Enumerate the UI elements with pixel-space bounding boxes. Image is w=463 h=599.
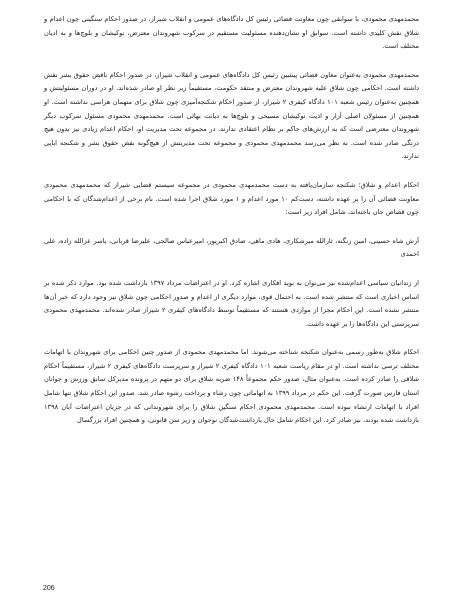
- paragraph-names-list: آرش شاه حسینی، امین زنگنه، ثارالله میرشکاری، هادی ماهی، صادق اکبرپور، امیرعباس صالحی، علیرضا قربانی، یاسر عزالله زاده، علی احمدی: [44, 236, 419, 259]
- paragraph-political-prisoners: از زندانیان سیاسی اعدام‌شده نیز می‌توان به نوید افکاری اشاره کرد. او در اعتراضات مرداد ۱۳۹۷ بازداشت شده بود. موارد ذکر شده بر اساس اخباری است که منتشر شده است. به احتمال قوی، موارد دیگری از اعدام و صدور احکامی چون شلاق نیز وجود دارد که خبر آن‌ها منتشر نشده است. این احکام مجزا از مواردی هستند که مستقیماً توسط دادگاه‌های کیفری ۲ شیراز صادر شده‌اند. محمدمهدی محمودی سرپرستی این دادگاه‌ها را بر عهده داشت.: [44, 278, 420, 328]
- paragraph-flogging-sentences: احکام شلاق به‌طور رسمی به‌عنوان شکنجه شناخته می‌شوند. اما محمدمهدی محمودی از صدور چنین احکامی برای شهروندان با اتهامات مختلف ترسی نداشته است. او در مقام ریاست شعبه ۱۰۱ دادگاه کیفری ۲ شیراز و سرپرست دادگاه‌های کیفری ۲ شیراز، مستقیماً احکام شلاقی را صادر کرده است. به‌عنوان مثال، صدور حکم مجموعاً ۱۴۸ ضربه شلاق برای دو متهم در پرونده مدیرکل سابق ورزش و جوانان استان فارس صورت گرفت. این حکم در مرداد ۱۳۹۹ به اتهاماتی چون رشاء و پرداخت رشوه صادر شد. صدور این احکام شلاق تنها شامل افراد با اتهامات ارتشاء نبوده است. محمدمهدی محمودی احکام سنگین شلاق را برای شهروندانی که در جریان اعتراضات آبان ۱۳۹۸ بازداشت شده بودند، نیز صادر کرد. این احکام شامل حال بازداشت‌شدگان نوجوان و زیر سن قانونی، و همچنین افراد بزرگسال: [44, 348, 420, 425]
- paragraph-executions-heading: احکام اعدام و شلاق؛ شکنجه سازمان‌یافته به دست محمدمهدی محمودی در مجموعه سیستم قضایی شیراز که محمدمهدی محمودی معاونت قضائی آن را بر عهده داشته، دست‌کم ۱۰ مورد اعدام و ۱ مورد شلاق اجرا شده است. نام برخی از اعدام‌شدگان که با احکامی چون قصاص جان باخته‌اند، شامل افراد زیر است:: [44, 180, 420, 217]
- page-number: 206: [43, 585, 55, 592]
- paragraph-intro: محمدمهدی محمودی، با سوابقی چون معاونت قضائی رئیس کل دادگاه‌های عمومی و انقلاب شیراز، در صدور احکام سنگینی چون اعدام و شلاق نقش کلیدی داشته است. سوابق او نشان‌دهنده مسئولیت مستقیم در سرکوب شهروندان معترض، نوکیشان و بلوچ‌ها و به ادیان مختلف است.: [44, 15, 419, 51]
- paragraph-role-and-record: محمدمهدی محمودی به‌عنوان معاون قضائی پیشین رئیس کل دادگاه‌های عمومی و انقلاب شیراز، در صدور احکام ناقض حقوق بشر نقش داشته است. احکامی چون شلاق علیه شهروندان معترض و منتقد حکومت، مستقیماً زیر نظر او صادر شده‌اند. او در دوران مسئولیتش و همچنین به‌عنوان رئیس شعبه ۱۰۱ دادگاه کیفری ۲ شیراز، از صدور احکام شکنجه‌آمیزی چون شلاق برای متهمان هراسی نداشته است. او همچنین از مسئولان اصلی آزار و اذیت نوکیشان مسیحی و بلوچ‌ها به دیانت بهائی است. محمدمهدی محمودی مسئول سرکوب دیگر شهروندان معترضی است که به ارزش‌های حاکم بر نظام اعتقادی ندارند. در مجموعه تحت مدیریت او، احکام اعدام زیادی نیز بدون هیچ درنگی صادر شده است. به نظر می‌رسد محمدمهدی محمودی و مجموعه تحت مدیریتش از هیچ‌گونه نقض حقوق بشر و شکنجه ابایی ندارند.: [44, 70, 420, 161]
